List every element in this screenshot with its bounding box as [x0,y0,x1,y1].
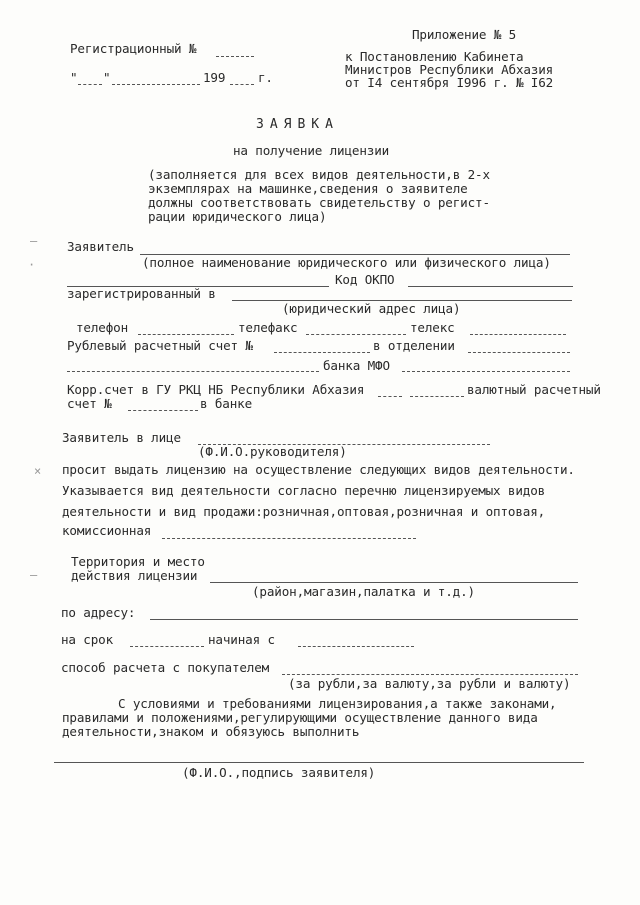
note-line-2: экземплярах на машинке,сведения о заявителе [148,181,468,196]
currency-account-label: валютный расчетный [467,382,601,397]
note-line-4: рации юридического лица) [148,209,327,224]
scan-mark: · [28,258,36,272]
head-name-hint: (Ф.И.О.руководителя) [198,444,347,459]
currency-account-field[interactable] [128,410,198,411]
address-label: по адресу: [61,605,136,620]
fax-label: телефакс [238,320,298,335]
request-line-1: просит выдать лицензию на осуществление следующих видов деятельности. [62,462,575,477]
term-label: на срок [61,632,114,647]
note-line-1: (заполняется для всех видов деятельности,в 2-х [148,167,490,182]
registration-year-label: 199 [203,70,226,85]
oath-line-2: правилами и положениями,регулирующими осуществление данного вида [62,710,538,725]
start-date-field[interactable] [298,646,414,647]
scan-mark: – [30,234,38,248]
phone-label: телефон [76,320,129,335]
note-line-3: должны соответствовать свидетельству о регист- [148,195,490,210]
fax-field[interactable] [306,334,406,335]
payment-hint: (за рубли,за валюту,за рубли и валюту) [288,676,571,691]
bank-field[interactable] [262,410,572,411]
document-subtitle: на получение лицензии [233,143,390,158]
corr-account-label: Корр.счет в ГУ РКЦ НБ Республики Абхазия [67,382,365,397]
registration-number-field[interactable] [216,56,254,57]
request-line-2: Указывается вид деятельности согласно перечню лицензируемых видов [62,483,546,498]
corr-account-field-2[interactable] [410,396,464,397]
registration-date-quote-close: " [103,70,111,85]
payment-label: способ расчета с покупателем [61,660,270,675]
legal-address-hint: (юридический адрес лица) [282,301,461,316]
account-number-label: счет № [67,396,112,411]
registration-date-quote: " [70,70,78,85]
territory-hint: (район,магазин,палатка и т.д.) [252,584,475,599]
registration-month-field[interactable] [112,84,200,85]
okpo-label: Код ОКПО [335,272,395,287]
registered-label: зарегистрированный в [67,286,216,301]
bank-name-field[interactable] [67,371,319,372]
territory-label-2: действия лицензии [71,568,198,583]
signature-field[interactable] [54,762,584,763]
applicant-name-hint: (полное наименование юридического или физического лица) [142,255,551,270]
registration-year-suffix: г. [258,70,273,85]
appendix-line-4: от I4 сентября I996 г. № I62 [345,75,554,90]
corr-account-field-1[interactable] [378,396,402,397]
registration-number-label: Регистрационный № [70,41,197,56]
registration-year-field[interactable] [230,84,254,85]
request-line-4: комиссионная [62,523,152,538]
telex-field[interactable] [470,334,566,335]
term-field[interactable] [130,646,204,647]
request-line-3: деятельности и вид продажи:розничная,оптовая,розничная и оптовая, [62,504,546,519]
appendix-label: Приложение № 5 [412,27,517,42]
registration-day-field[interactable] [78,84,102,85]
ruble-account-label: Рублевый расчетный счет № [67,338,253,353]
telex-label: телекс [410,320,455,335]
department-field[interactable] [468,352,570,353]
document-title: ЗАЯВКА [256,117,339,132]
oath-line-1: С условиями и требованиями лицензирования,а также законами, [118,696,557,711]
territory-label-1: Территория и место [71,554,205,569]
territory-field[interactable] [210,582,578,583]
represented-by-label: Заявитель в лице [62,430,181,445]
in-bank-label: в банке [200,396,253,411]
department-label: в отделении [373,338,455,353]
signature-hint: (Ф.И.О.,подпись заявителя) [182,765,376,780]
appendix-line-3: Министров Республики Абхазия [345,62,554,77]
activity-type-field[interactable] [162,538,416,539]
starting-label: начиная с [208,632,275,647]
payment-method-field[interactable] [282,674,578,675]
bank-mfo-field[interactable] [402,371,570,372]
ruble-account-field[interactable] [274,352,370,353]
okpo-field[interactable] [408,286,573,287]
applicant-label: Заявитель [67,239,134,254]
bank-mfo-label: банка МФО [323,358,390,373]
scan-mark: × [34,464,42,478]
phone-field[interactable] [138,334,234,335]
scan-mark: – [30,568,38,582]
oath-line-3: деятельности,знаком и обязуюсь выполнить [62,724,360,739]
address-field[interactable] [150,619,578,620]
appendix-line-2: к Постановлению Кабинета [345,49,524,64]
